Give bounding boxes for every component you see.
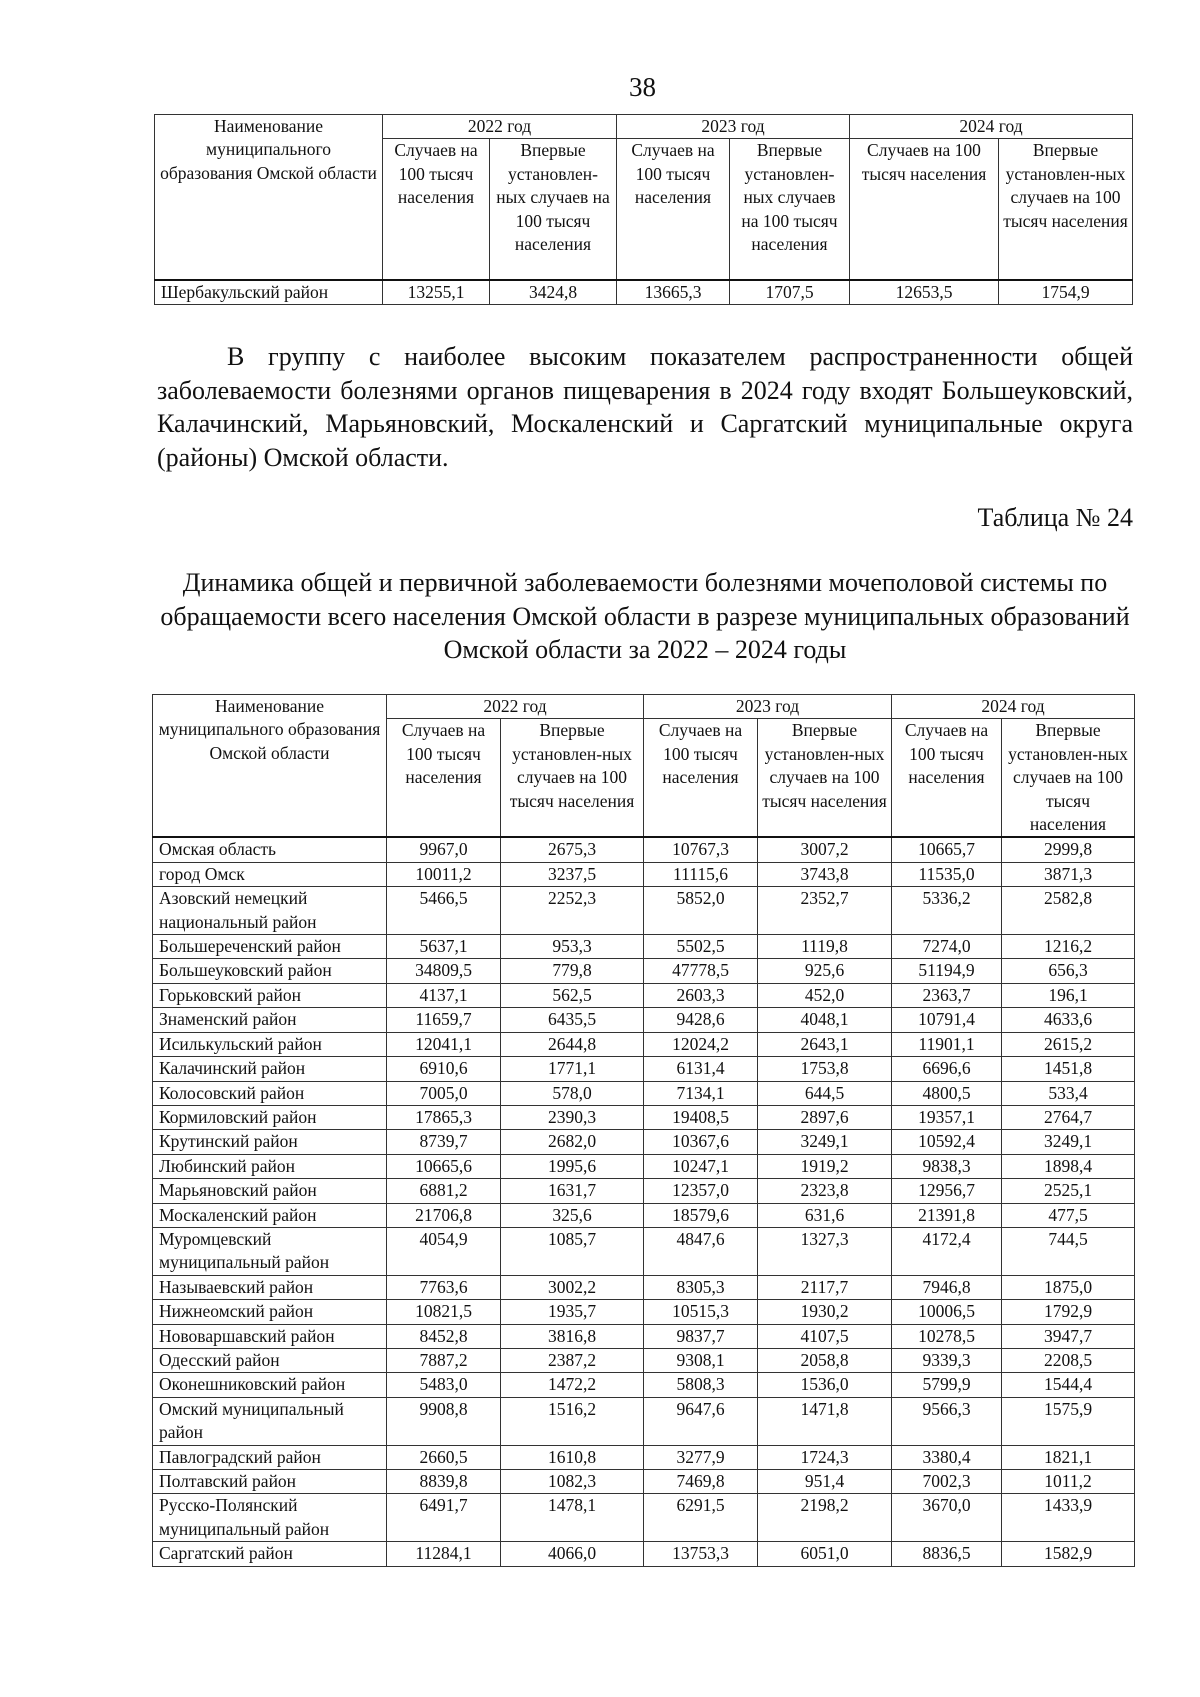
table-row [153, 1203, 1135, 1227]
cell-value: 1792,9 [1002, 1300, 1135, 1324]
header-cases-2022: Случаев на 100 тысяч населения [383, 139, 490, 280]
cell-value: 8839,8 [387, 1470, 501, 1494]
cell-value: 6131,4 [644, 1057, 758, 1081]
cell-value: 3670,0 [892, 1494, 1002, 1542]
header-new-cases-2022: Впервые установлен-ных случаев на 100 тысяч населения [490, 139, 617, 280]
header-municipality: Наименование муниципального образования Омской области [153, 695, 387, 838]
row-name: Исилькульский район [153, 1032, 387, 1056]
cell-value: 3007,2 [758, 837, 892, 862]
cell-value: 1544,4 [1002, 1373, 1135, 1397]
cell-value: 9566,3 [892, 1397, 1002, 1445]
cell-value: 1011,2 [1002, 1470, 1135, 1494]
row-name: Муромцевский муниципальный район [153, 1227, 387, 1275]
cell-value: 12357,0 [644, 1179, 758, 1203]
table-row [153, 1130, 1135, 1154]
cell-value: 12653,5 [850, 280, 999, 305]
cell-value: 10006,5 [892, 1300, 1002, 1324]
paragraph-text: В группу с наиболее высоким показателем распространенности общей заболеваемости болезнями органов пищеварения в 2024 году входят Большеуковский, Калачинский, Марьяновский, Москаленский и Саргатский муниципальные округа (районы) Омской области. [157, 342, 1133, 472]
cell-value: 19357,1 [892, 1105, 1002, 1129]
table-row [153, 1397, 1135, 1445]
cell-value: 47778,5 [644, 959, 758, 983]
cell-value: 2198,2 [758, 1494, 892, 1542]
cell-value: 10515,3 [644, 1300, 758, 1324]
cell-value: 21391,8 [892, 1203, 1002, 1227]
cell-value: 2603,3 [644, 983, 758, 1007]
cell-value: 2682,0 [501, 1130, 644, 1154]
cell-value: 3816,8 [501, 1324, 644, 1348]
cell-value: 1451,8 [1002, 1057, 1135, 1081]
cell-value: 2897,6 [758, 1105, 892, 1129]
cell-value: 2387,2 [501, 1348, 644, 1372]
cell-value: 10247,1 [644, 1154, 758, 1178]
table-row [153, 959, 1135, 983]
cell-value: 1119,8 [758, 935, 892, 959]
cell-value: 9339,3 [892, 1348, 1002, 1372]
cell-value: 9837,7 [644, 1324, 758, 1348]
cell-value: 644,5 [758, 1081, 892, 1105]
cell-value: 1478,1 [501, 1494, 644, 1542]
cell-value: 3380,4 [892, 1445, 1002, 1469]
row-name: Марьяновский район [153, 1179, 387, 1203]
cell-value: 4066,0 [501, 1542, 644, 1566]
cell-value: 477,5 [1002, 1203, 1135, 1227]
cell-value: 6435,5 [501, 1008, 644, 1032]
cell-value: 1610,8 [501, 1445, 644, 1469]
cell-value: 1919,2 [758, 1154, 892, 1178]
cell-value: 5502,5 [644, 935, 758, 959]
cell-value: 1754,9 [999, 280, 1133, 305]
cell-value: 9908,8 [387, 1397, 501, 1445]
cell-value: 11659,7 [387, 1008, 501, 1032]
cell-value: 744,5 [1002, 1227, 1135, 1275]
cell-value: 3424,8 [490, 280, 617, 305]
cell-value: 3743,8 [758, 862, 892, 886]
cell-value: 12024,2 [644, 1032, 758, 1056]
table-row [153, 983, 1135, 1007]
cell-value: 2390,3 [501, 1105, 644, 1129]
cell-value: 7002,3 [892, 1470, 1002, 1494]
cell-value: 1582,9 [1002, 1542, 1135, 1566]
row-name: Большереченский район [153, 935, 387, 959]
cell-value: 9647,6 [644, 1397, 758, 1445]
cell-value: 2363,7 [892, 983, 1002, 1007]
cell-value: 1753,8 [758, 1057, 892, 1081]
header-year-2023: 2023 год [644, 695, 892, 719]
cell-value: 7946,8 [892, 1275, 1002, 1299]
cell-value: 2252,3 [501, 887, 644, 935]
cell-value: 196,1 [1002, 983, 1135, 1007]
header-cases-2023: Случаев на 100 тысяч населения [644, 719, 758, 838]
row-name: город Омск [153, 862, 387, 886]
cell-value: 2643,1 [758, 1032, 892, 1056]
header-new-cases-2024: Впервые установлен-ных случаев на 100 тысяч населения [999, 139, 1133, 280]
header-new-cases-2023: Впервые установлен-ных случаев на 100 тысяч населения [730, 139, 850, 280]
header-year-2022: 2022 год [387, 695, 644, 719]
cell-value: 5852,0 [644, 887, 758, 935]
cell-value: 1631,7 [501, 1179, 644, 1203]
cell-value: 2660,5 [387, 1445, 501, 1469]
cell-value: 1472,2 [501, 1373, 644, 1397]
cell-value: 1875,0 [1002, 1275, 1135, 1299]
cell-value: 5799,9 [892, 1373, 1002, 1397]
cell-value: 8305,3 [644, 1275, 758, 1299]
cell-value: 10665,6 [387, 1154, 501, 1178]
table-row [153, 862, 1135, 886]
previous-table-continuation [154, 114, 1133, 305]
cell-value: 10592,4 [892, 1130, 1002, 1154]
cell-value: 17865,3 [387, 1105, 501, 1129]
cell-value: 2525,1 [1002, 1179, 1135, 1203]
header-new-cases-2022: Впервые установлен-ных случаев на 100 тысяч населения [501, 719, 644, 838]
table-row [153, 1227, 1135, 1275]
row-name: Калачинский район [153, 1057, 387, 1081]
cell-value: 9967,0 [387, 837, 501, 862]
row-name: Омский муниципальный район [153, 1397, 387, 1445]
cell-value: 1771,1 [501, 1057, 644, 1081]
table-row [153, 1105, 1135, 1129]
cell-value: 9308,1 [644, 1348, 758, 1372]
cell-value: 12041,1 [387, 1032, 501, 1056]
cell-value: 9838,3 [892, 1154, 1002, 1178]
cell-value: 10791,4 [892, 1008, 1002, 1032]
row-name: Саргатский район [153, 1542, 387, 1566]
table-24 [152, 694, 1135, 1567]
cell-value: 5637,1 [387, 935, 501, 959]
cell-value: 5483,0 [387, 1373, 501, 1397]
cell-value: 4800,5 [892, 1081, 1002, 1105]
cell-value: 10011,2 [387, 862, 501, 886]
cell-value: 3871,3 [1002, 862, 1135, 886]
cell-value: 1516,2 [501, 1397, 644, 1445]
cell-value: 19408,5 [644, 1105, 758, 1129]
cell-value: 951,4 [758, 1470, 892, 1494]
table-row [153, 1373, 1135, 1397]
cell-value: 6491,7 [387, 1494, 501, 1542]
header-cases-2022: Случаев на 100 тысяч населения [387, 719, 501, 838]
cell-value: 2058,8 [758, 1348, 892, 1372]
cell-value: 11284,1 [387, 1542, 501, 1566]
cell-value: 631,6 [758, 1203, 892, 1227]
cell-value: 4107,5 [758, 1324, 892, 1348]
table-row [155, 280, 1133, 305]
cell-value: 562,5 [501, 983, 644, 1007]
cell-value: 2615,2 [1002, 1032, 1135, 1056]
header-new-cases-2024: Впервые установлен-ных случаев на 100 тысяч населения [1002, 719, 1135, 838]
cell-value: 3249,1 [1002, 1130, 1135, 1154]
table-row [153, 1275, 1135, 1299]
cell-value: 3002,2 [501, 1275, 644, 1299]
header-year-2024: 2024 год [850, 115, 1133, 139]
cell-value: 1536,0 [758, 1373, 892, 1397]
cell-value: 11535,0 [892, 862, 1002, 886]
table-row [153, 1470, 1135, 1494]
cell-value: 3277,9 [644, 1445, 758, 1469]
cell-value: 5336,2 [892, 887, 1002, 935]
cell-value: 1082,3 [501, 1470, 644, 1494]
table-row [153, 1348, 1135, 1372]
table-row [153, 1445, 1135, 1469]
cell-value: 51194,9 [892, 959, 1002, 983]
cell-value: 1707,5 [730, 280, 850, 305]
cell-value: 7274,0 [892, 935, 1002, 959]
row-name: Кормиловский район [153, 1105, 387, 1129]
cell-value: 7763,6 [387, 1275, 501, 1299]
cell-value: 8452,8 [387, 1324, 501, 1348]
cell-value: 3947,7 [1002, 1324, 1135, 1348]
cell-value: 4172,4 [892, 1227, 1002, 1275]
cell-value: 21706,8 [387, 1203, 501, 1227]
cell-value: 1821,1 [1002, 1445, 1135, 1469]
cell-value: 10665,7 [892, 837, 1002, 862]
table-row [153, 1179, 1135, 1203]
cell-value: 13753,3 [644, 1542, 758, 1566]
row-name: Русско-Полянский муниципальный район [153, 1494, 387, 1542]
cell-value: 6696,6 [892, 1057, 1002, 1081]
cell-value: 10821,5 [387, 1300, 501, 1324]
table-row [153, 1542, 1135, 1566]
cell-value: 6291,5 [644, 1494, 758, 1542]
cell-value: 2675,3 [501, 837, 644, 862]
header-municipality: Наименование муниципального образования Омской области [155, 115, 383, 280]
row-name: Горьковский район [153, 983, 387, 1007]
header-year-2023: 2023 год [617, 115, 850, 139]
cell-value: 6910,6 [387, 1057, 501, 1081]
table-row [153, 1324, 1135, 1348]
row-name: Омская область [153, 837, 387, 862]
cell-value: 2352,7 [758, 887, 892, 935]
cell-value: 11115,6 [644, 862, 758, 886]
cell-value: 3237,5 [501, 862, 644, 886]
header-year-2022: 2022 год [383, 115, 617, 139]
cell-value: 8739,7 [387, 1130, 501, 1154]
row-name: Павлоградский район [153, 1445, 387, 1469]
row-name: Любинский район [153, 1154, 387, 1178]
cell-value: 2582,8 [1002, 887, 1135, 935]
header-cases-2024: Случаев на 100 тысяч населения [850, 139, 999, 280]
row-name: Знаменский район [153, 1008, 387, 1032]
row-name: Одесский район [153, 1348, 387, 1372]
table-row [153, 1008, 1135, 1032]
cell-value: 4847,6 [644, 1227, 758, 1275]
cell-value: 9428,6 [644, 1008, 758, 1032]
cell-value: 12956,7 [892, 1179, 1002, 1203]
row-name: Полтавский район [153, 1470, 387, 1494]
cell-value: 2117,7 [758, 1275, 892, 1299]
cell-value: 656,3 [1002, 959, 1135, 983]
row-name: Большеуковский район [153, 959, 387, 983]
table-title: Динамика общей и первичной заболеваемости болезнями мочеполовой системы по обращаемости всего населения Омской области в разрезе муниципальных образований Омской области за 2022 – 2024 годы [160, 568, 1130, 664]
header-year-2024: 2024 год [892, 695, 1135, 719]
cell-value: 779,8 [501, 959, 644, 983]
table-row [153, 1494, 1135, 1542]
cell-value: 11901,1 [892, 1032, 1002, 1056]
cell-value: 1433,9 [1002, 1494, 1135, 1542]
cell-value: 5808,3 [644, 1373, 758, 1397]
header-cases-2023: Случаев на 100 тысяч населения [617, 139, 730, 280]
cell-value: 3249,1 [758, 1130, 892, 1154]
row-name: Оконешниковский район [153, 1373, 387, 1397]
cell-value: 2999,8 [1002, 837, 1135, 862]
page-number: 38 [629, 72, 656, 102]
cell-value: 34809,5 [387, 959, 501, 983]
cell-value: 1930,2 [758, 1300, 892, 1324]
cell-value: 1995,6 [501, 1154, 644, 1178]
table-row [153, 1154, 1135, 1178]
header-cases-2024: Случаев на 100 тысяч населения [892, 719, 1002, 838]
table-row [153, 837, 1135, 862]
cell-value: 10278,5 [892, 1324, 1002, 1348]
cell-value: 2323,8 [758, 1179, 892, 1203]
cell-value: 7887,2 [387, 1348, 501, 1372]
row-name: Называевский район [153, 1275, 387, 1299]
table-body [153, 837, 1135, 1566]
row-name: Москаленский район [153, 1203, 387, 1227]
cell-value: 1724,3 [758, 1445, 892, 1469]
cell-value: 1575,9 [1002, 1397, 1135, 1445]
header-new-cases-2023: Впервые установлен-ных случаев на 100 тысяч населения [758, 719, 892, 838]
table-row [153, 1057, 1135, 1081]
cell-value: 5466,5 [387, 887, 501, 935]
table-row [153, 1032, 1135, 1056]
cell-value: 7469,8 [644, 1470, 758, 1494]
cell-value: 10367,6 [644, 1130, 758, 1154]
cell-value: 18579,6 [644, 1203, 758, 1227]
row-name: Колосовский район [153, 1081, 387, 1105]
cell-value: 13665,3 [617, 280, 730, 305]
cell-value: 533,4 [1002, 1081, 1135, 1105]
row-name: Крутинский район [153, 1130, 387, 1154]
cell-value: 7134,1 [644, 1081, 758, 1105]
cell-value: 1216,2 [1002, 935, 1135, 959]
table-row [153, 1300, 1135, 1324]
row-name: Нововаршавский район [153, 1324, 387, 1348]
cell-value: 2208,5 [1002, 1348, 1135, 1372]
cell-value: 953,3 [501, 935, 644, 959]
cell-value: 452,0 [758, 983, 892, 1007]
cell-value: 578,0 [501, 1081, 644, 1105]
cell-value: 1935,7 [501, 1300, 644, 1324]
cell-value: 6051,0 [758, 1542, 892, 1566]
cell-value: 6881,2 [387, 1179, 501, 1203]
cell-value: 1085,7 [501, 1227, 644, 1275]
table-row [153, 935, 1135, 959]
cell-value: 325,6 [501, 1203, 644, 1227]
cell-value: 1327,3 [758, 1227, 892, 1275]
body-paragraph [157, 340, 1133, 474]
cell-value: 4054,9 [387, 1227, 501, 1275]
row-name: Азовский немецкий национальный район [153, 887, 387, 935]
cell-value: 7005,0 [387, 1081, 501, 1105]
cell-value: 925,6 [758, 959, 892, 983]
cell-value: 8836,5 [892, 1542, 1002, 1566]
cell-value: 10767,3 [644, 837, 758, 862]
cell-value: 1898,4 [1002, 1154, 1135, 1178]
table-row [153, 887, 1135, 935]
row-name: Нижнеомский район [153, 1300, 387, 1324]
row-name: Шербакульский район [155, 280, 383, 305]
cell-value: 4048,1 [758, 1008, 892, 1032]
cell-value: 4137,1 [387, 983, 501, 1007]
cell-value: 2764,7 [1002, 1105, 1135, 1129]
cell-value: 4633,6 [1002, 1008, 1135, 1032]
cell-value: 2644,8 [501, 1032, 644, 1056]
cell-value: 1471,8 [758, 1397, 892, 1445]
cell-value: 13255,1 [383, 280, 490, 305]
table-row [153, 1081, 1135, 1105]
table-caption: Таблица № 24 [977, 503, 1133, 532]
